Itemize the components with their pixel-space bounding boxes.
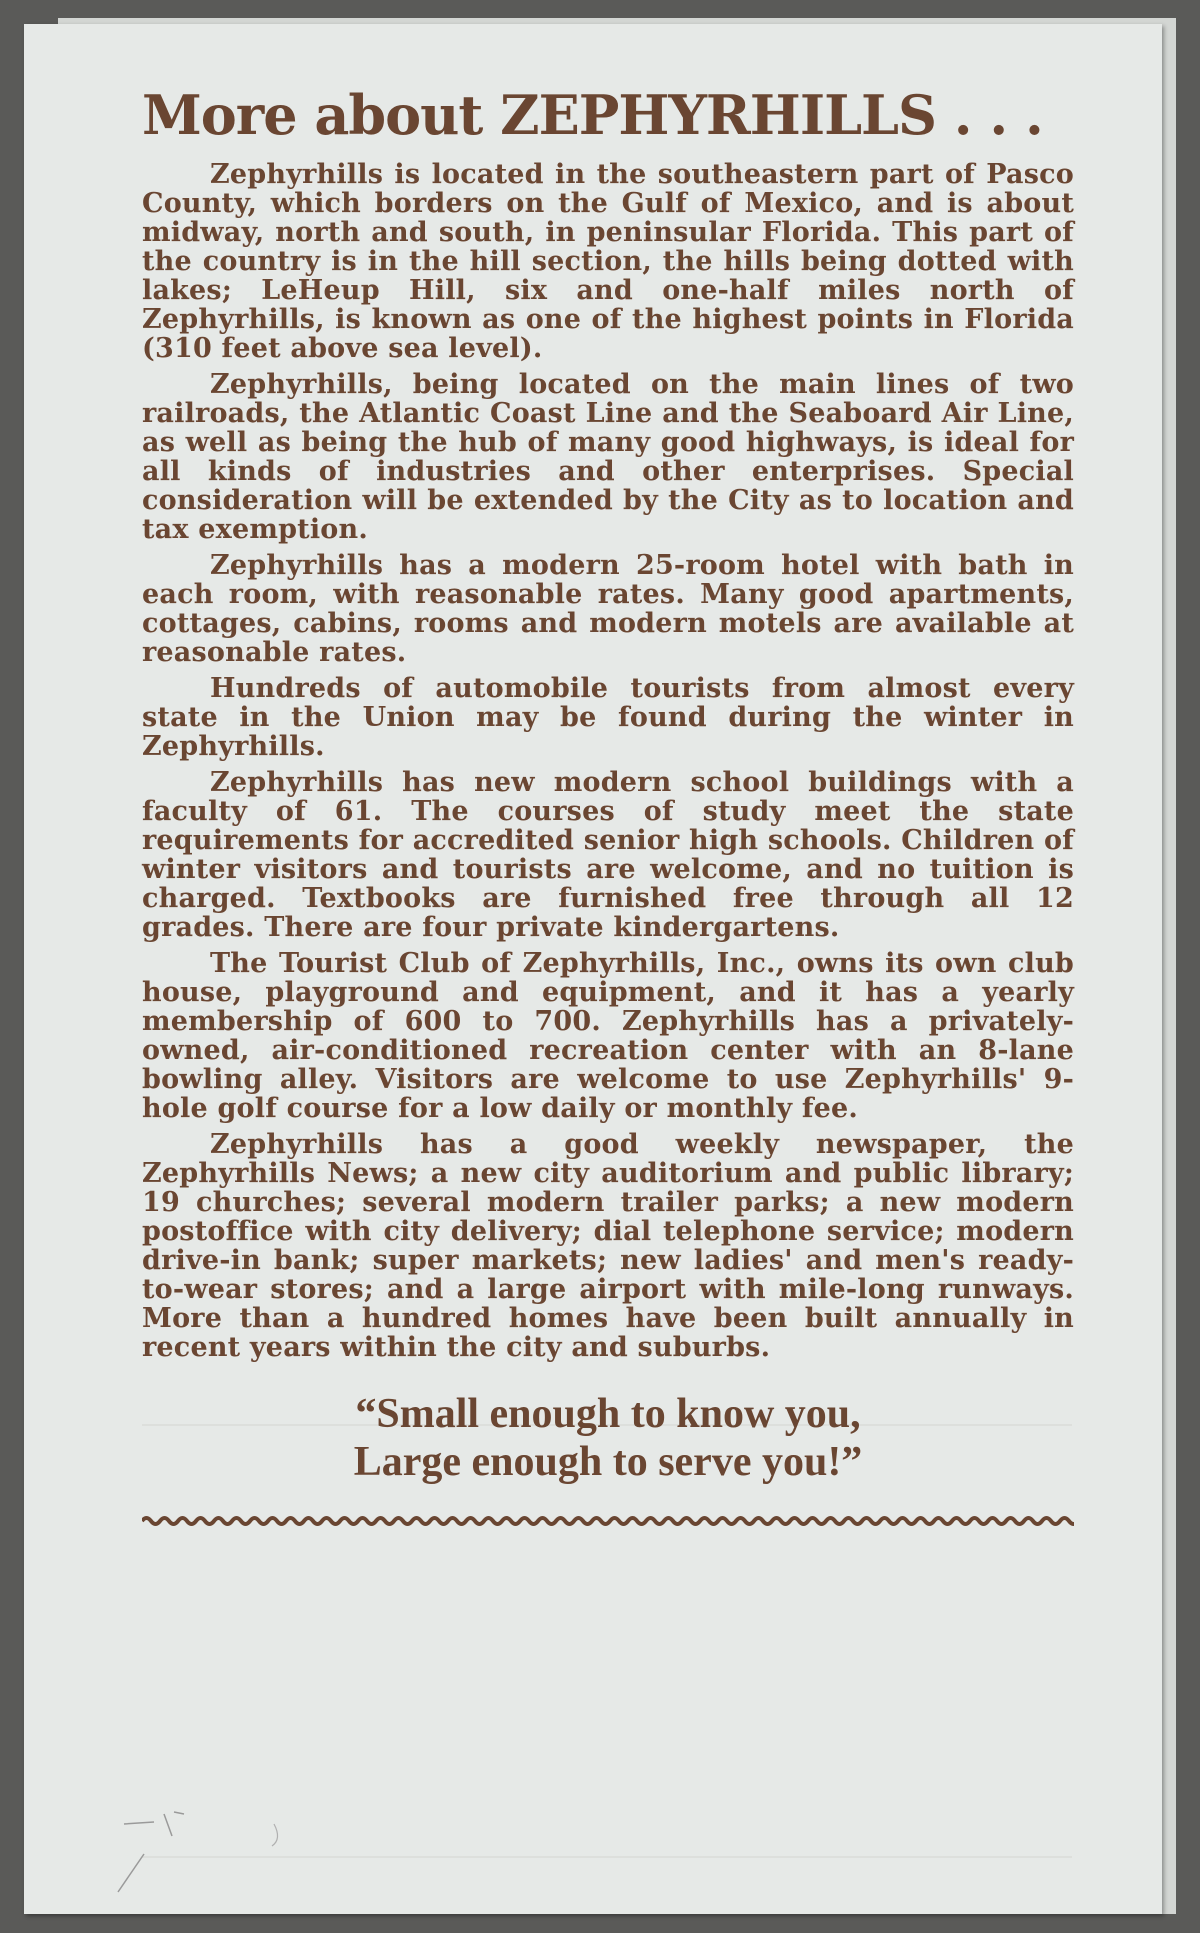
paragraph-hotel: Zephyrhills has a modern 25-room hotel with bath in each room, with reasonable rates. Many good apartments, cottages, cabins, rooms and modern motels are available at reasonable rates. <box>142 550 1074 669</box>
slogan <box>142 1390 1074 1486</box>
slogan-line-1: “Small enough to know you, <box>355 1391 861 1438</box>
wavy-divider <box>142 1514 1074 1528</box>
paragraph-railroads: Zephyrhills, being located on the main lines of two railroads, the Atlantic Coast Line and the Seaboard Air Line, as well as being the hub of many good highways, is ideal for all kinds of industries and other enterprises. Special consideration will be extended by the City as to location and tax exemption. <box>142 369 1074 546</box>
paragraph-tourist-club: The Tourist Club of Zephyrhills, Inc., owns its own club house, playground and equipment, and it has a yearly membership of 600 to 700. Zephyrhills has a privately-owned, air-conditioned recreation center with an 8-lane bowling alley. Visitors are welcome to use Zephyrhills' 9-hole golf course for a low daily or monthly fee. <box>142 948 1074 1125</box>
paragraph-schools: Zephyrhills has new modern school buildings with a faculty of 61. The courses of study meet the state requirements for accredited senior high schools. Children of winter visitors and tourists are welcome, and no tuition is charged. Textbooks are furnished free through all 12 grades. There are four private kindergartens. <box>142 767 1074 944</box>
pencil-marks <box>114 1784 334 1904</box>
page-content <box>142 84 1074 1528</box>
slogan-line-2: Large enough to serve you!” <box>353 1439 863 1486</box>
page-title: More about ZEPHYRHILLS . . . <box>142 83 1043 147</box>
paragraph-amenities: Zephyrhills has a good weekly newspaper, the Zephyrhills News; a new city auditorium and public library; 19 churches; several modern trailer parks; a new modern postoffice with city delivery; dial telephone service; modern drive-in bank; super markets; new ladies' and men's ready-to-wear stores; and a large airport with mile-long runways. More than a hundred homes have been built annually in recent years within the city and suburbs. <box>142 1129 1074 1364</box>
paragraph-tourists: Hundreds of automobile tourists from almost every state in the Union may be found during the winter in Zephyrhills. <box>142 673 1074 763</box>
brochure-page <box>24 24 1162 1914</box>
paragraph-location: Zephyrhills is located in the southeastern part of Pasco County, which borders on the Gulf of Mexico, and is about midway, north and south, in peninsular Florida. This part of the country is in the hill section, the hills being dotted with lakes; LeHeup Hill, six and one-half miles north of Zephyrhills, is known as one of the highest points in Florida (310 feet above sea level). <box>142 159 1074 365</box>
